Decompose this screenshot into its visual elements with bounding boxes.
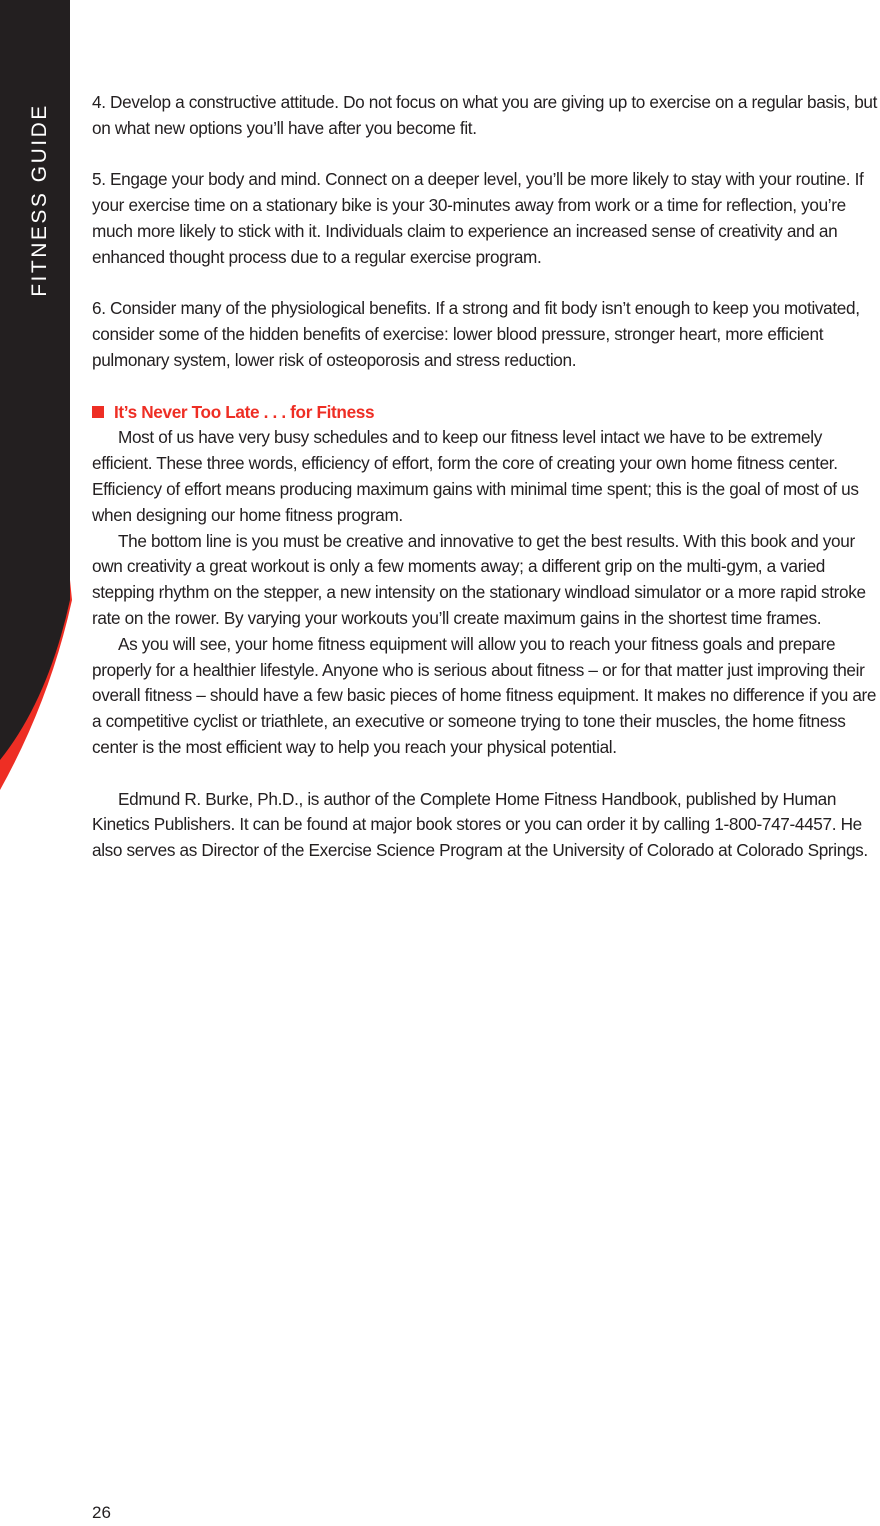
page-number: 26 bbox=[92, 1503, 111, 1522]
spacer bbox=[92, 271, 880, 297]
red-square-bullet-icon bbox=[92, 406, 104, 418]
side-label: FITNESS GUIDE bbox=[28, 103, 51, 297]
section-heading bbox=[92, 400, 880, 426]
article-body bbox=[92, 90, 880, 864]
paragraph-creativity: The bottom line is you must be creative and innovative to get the best results. With this book and your own creativity a great workout is only a few moments away; a different grip on the multi-gym, a varied stepping rhythm on the stepper, a new intensity on the stationary windload simulator or a more rapid stroke rate on the rower. By varying your workouts you’ll create maximum gains in the shortest time frames. bbox=[92, 530, 866, 628]
tip-6: 6. Consider many of the physiological benefits. If a strong and fit body isn’t enough to keep you motivated, consider some of the hidden benefits of exercise: lower blood pressure, stronger heart, more efficient pulmonary system, lower risk of osteoporosis and stress reduction. bbox=[92, 298, 860, 370]
section-heading-text: It’s Never Too Late . . . for Fitness bbox=[114, 401, 375, 422]
side-band bbox=[0, 0, 75, 800]
author-bio: Edmund R. Burke, Ph.D., is author of the Complete Home Fitness Handbook, published by Human Kinetics Publishers. It can be found at major book stores or you can order it by calling 1-800-747-4457. He also serves as Director of the Exercise Science Program at the University of Colorado at Colorado Springs. bbox=[92, 788, 868, 861]
spacer bbox=[92, 142, 880, 168]
paragraph-efficiency: Most of us have very busy schedules and to keep our fitness level intact we have to be extremely efficient. These three words, efficiency of effort, form the core of creating your own home fitness center. Efficiency of effort means producing maximum gains with minimal time spent; this is the goal of most of us when designing our home fitness program. bbox=[92, 427, 859, 525]
spacer bbox=[92, 374, 880, 400]
paragraph-equipment: As you will see, your home fitness equipment will allow you to reach your fitness goals and prepare properly for a healthier lifestyle. Anyone who is serious about fitness – or for that matter just improving their overall fitness – should have a few basic pieces of home fitness equipment. It makes no difference if you are a competitive cyclist or triathlete, an executive or someone trying to tone their muscles, the home fitness center is the most efficient way to help you reach your physical potential. bbox=[92, 633, 877, 757]
tip-4: 4. Develop a constructive attitude. Do not focus on what you are giving up to exercise on a regular basis, but on what new options you’ll have after you become fit. bbox=[92, 92, 878, 138]
tip-5: 5. Engage your body and mind. Connect on a deeper level, you’ll be more likely to stay with your routine. If your exercise time on a stationary bike is your 30-minutes away from work or a time for reflection, you’re much more likely to stick with it. Individuals claim to experience an increased sense of creativity and an enhanced thought process due to a regular exercise program. bbox=[92, 169, 864, 267]
spacer bbox=[92, 761, 880, 787]
